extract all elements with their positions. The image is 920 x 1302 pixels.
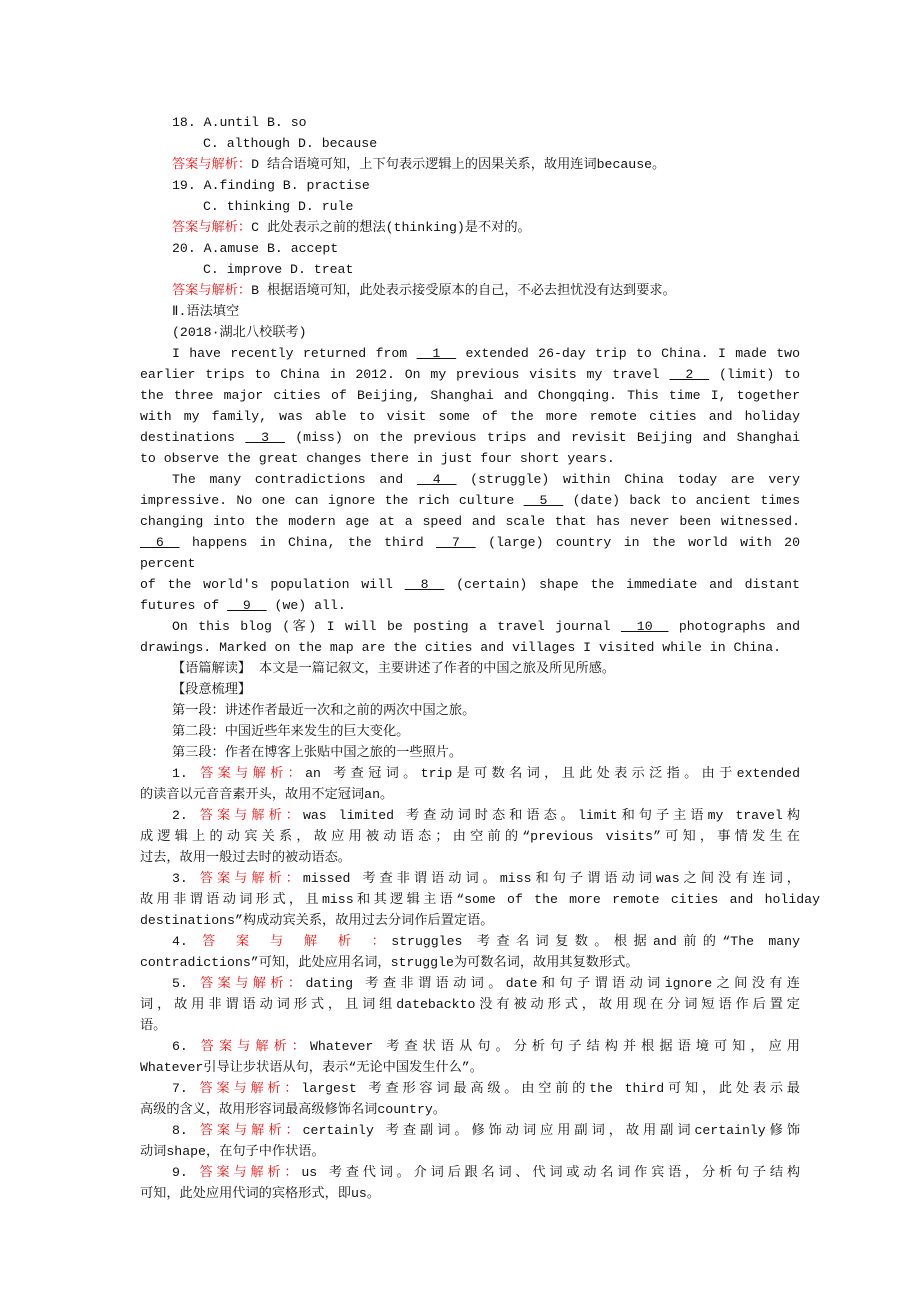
text-segment: C. thinking D. rule [203, 199, 354, 214]
text-segment: 过去，故用一般过去时的被动语态。 [140, 850, 351, 865]
text-segment: certainly 考查副词。修饰动词应用副词，故用副词certainly修饰 [302, 1123, 801, 1138]
text-segment: (large) country in the world with 20 percent [140, 535, 800, 571]
fill-blank: 6 [140, 535, 180, 550]
text-line [140, 574, 800, 595]
text-line [140, 679, 800, 700]
text-line [140, 784, 800, 805]
text-segment: C. although D. because [203, 136, 378, 151]
text-line [140, 1036, 800, 1057]
answer-label: 答案与解析： [200, 976, 306, 991]
text-line [140, 490, 800, 511]
text-line [140, 364, 800, 385]
text-line [140, 1057, 800, 1078]
text-line [140, 406, 800, 427]
fill-blank: 4 [416, 472, 457, 487]
fill-blank: 2 [669, 367, 710, 382]
text-segment: C. improve D. treat [203, 262, 354, 277]
text-line [140, 1078, 800, 1099]
answer-label: 答案与解析： [199, 808, 303, 823]
text-line [140, 1015, 800, 1036]
text-segment: (2018·湖北八校联考) [172, 325, 307, 340]
text-segment: B 根据语境可知，此处表示接受原本的自己，不必去担忧没有达到要求。 [251, 283, 676, 298]
text-line [172, 238, 800, 259]
text-segment: 成逻辑上的动宾关系，故应用被动语态；由空前的“previous visits”可知，事情发生在 [140, 829, 800, 844]
text-line [140, 469, 800, 490]
text-segment: 故用非谓语动词形式，且miss和其逻辑主语“some of the more remote cities and holiday [140, 892, 820, 907]
text-line [140, 1141, 800, 1162]
text-segment: 6. [172, 1039, 201, 1054]
text-segment: (miss) on the previous trips and revisit Beijing and Shanghai [284, 430, 800, 445]
fill-blank: 7 [436, 535, 476, 550]
text-segment: 9. [172, 1165, 200, 1180]
text-segment: earlier trips to China in 2012. On my previous visits my travel [140, 367, 670, 382]
text-segment: destinations [140, 430, 246, 445]
answer-label: 答案与解析： [172, 283, 252, 298]
answer-label: 答案与解析： [172, 220, 252, 235]
text-line [140, 385, 800, 406]
text-line [172, 154, 800, 175]
text-segment: contradictions”可知，此处应用名词，struggle为可数名词，故用其复数形式。 [140, 955, 639, 970]
text-line [140, 826, 800, 847]
text-segment: 第二段：中国近些年来发生的巨大变化。 [172, 724, 410, 739]
fill-blank: 3 [245, 430, 285, 445]
text-line [140, 1162, 800, 1183]
text-segment: C 此处表示之前的想法(thinking)是不对的。 [251, 220, 531, 235]
text-segment: (struggle) within China today are very [456, 472, 801, 487]
fill-blank: 5 [523, 493, 564, 508]
text-segment: impressive. No one can ignore the rich culture [140, 493, 524, 508]
text-segment: to observe the great changes there in just four short years. [140, 451, 615, 466]
text-segment: 4. [172, 934, 203, 949]
text-segment: 5. [172, 976, 201, 991]
text-line [140, 910, 800, 931]
text-segment: Whatever引导让步状语从句，表示“无论中国发生什么”。 [140, 1060, 483, 1075]
text-line [140, 847, 800, 868]
text-segment: with my family, was able to visit some of the more remote cities and holiday [140, 409, 800, 424]
fill-blank: 10 [620, 619, 669, 634]
text-segment: (certain) shape the immediate and distant [444, 577, 800, 592]
text-line [140, 448, 800, 469]
answer-label: 答案与解析： [199, 1123, 303, 1138]
text-segment: of the world's population will [140, 577, 405, 592]
text-line [140, 511, 800, 532]
text-segment: dating 考查非谓语动词。date和句子谓语动词ignore之间没有连 [305, 976, 800, 991]
text-line [140, 868, 800, 889]
text-segment: 19. A.finding B. practise [172, 178, 370, 193]
text-line [203, 133, 800, 154]
text-line [140, 994, 800, 1015]
text-segment: was limited 考查动词时态和语态。limit和句子主语my travel构 [302, 808, 801, 823]
text-line [203, 259, 800, 280]
text-segment: 【段意梳理】 [172, 682, 252, 697]
text-segment: 20. A.amuse B. accept [172, 241, 339, 256]
text-segment: changing into the modern age at a speed and scale that has never been witnessed. [140, 514, 800, 529]
text-line [140, 1183, 800, 1204]
text-segment: 3. [172, 871, 200, 886]
text-segment: extended 26-day trip to China. I made two [456, 346, 800, 361]
text-line [140, 805, 800, 826]
text-line [140, 763, 800, 784]
text-segment: (date) back to ancient times [563, 493, 800, 508]
text-segment: 第一段：讲述作者最近一次和之前的两次中国之旅。 [172, 703, 476, 718]
answer-label: 答案与解析： [199, 871, 303, 886]
text-line [140, 1099, 800, 1120]
text-line [140, 595, 800, 616]
text-line [140, 931, 800, 952]
text-segment: 的读音以元音音素开头，故用不定冠词an。 [140, 787, 394, 802]
answer-label: 答案与解析： [199, 1165, 302, 1180]
text-line [140, 973, 800, 994]
text-line [140, 1120, 800, 1141]
text-line [140, 889, 820, 910]
text-segment: (limit) to [709, 367, 801, 382]
text-line [172, 322, 800, 343]
text-segment: us 考查代词。介词后跟名词、代词或动名词作宾语，分析句子结构 [301, 1165, 801, 1180]
text-line [172, 217, 800, 238]
text-segment: 第三段：作者在博客上张贴中国之旅的一些照片。 [172, 745, 463, 760]
text-segment: 可知，此处应用代词的宾格形式，即us。 [140, 1186, 381, 1201]
text-segment: struggles 考查名词复数。根据and前的“The many [391, 934, 800, 949]
text-segment: (we) all. [266, 598, 346, 613]
text-line [172, 301, 800, 322]
answer-label: 答 案 与 解 析 ： [202, 934, 392, 949]
text-segment: The many contradictions and [172, 472, 417, 487]
text-segment: 7. [172, 1081, 200, 1096]
text-line [140, 427, 800, 448]
text-segment: happens in China, the third [179, 535, 437, 550]
text-segment: futures of [140, 598, 228, 613]
text-line [172, 742, 800, 763]
fill-blank: 9 [227, 598, 267, 613]
text-line [140, 658, 800, 679]
text-segment: 1. [172, 766, 201, 781]
text-line [172, 175, 800, 196]
text-segment: Whatever 考查状语从句。分析句子结构并根据语境可知，应用 [310, 1039, 800, 1054]
text-segment: D 结合语境可知，上下句表示逻辑上的因果关系，故用连词because。 [251, 157, 666, 172]
fill-blank: 8 [404, 577, 445, 592]
text-segment: 【语篇解读】 本文是一篇记叙文，主要讲述了作者的中国之旅及所见所感。 [172, 661, 616, 676]
text-segment: 8. [172, 1123, 200, 1138]
text-segment: 词，故用非谓语动词形式，且词组datebackto没有被动形式，故用现在分词短语作后置定 [140, 997, 800, 1012]
text-segment: On this blog (客) I will be posting a travel journal [172, 619, 621, 634]
text-segment: I have recently returned from [172, 346, 417, 361]
text-line [140, 343, 800, 364]
answer-label: 答案与解析： [200, 1039, 311, 1054]
text-line [140, 532, 800, 574]
answer-label: 答案与解析： [200, 766, 306, 781]
text-segment: 动词shape，在句子中作状语。 [140, 1144, 325, 1159]
text-segment: drawings. Marked on the map are the cities and villages I visited while in China. [140, 640, 782, 655]
text-line [172, 721, 800, 742]
text-segment: 2. [172, 808, 200, 823]
text-line [140, 952, 800, 973]
text-segment: destinations”构成动宾关系，故用过去分词作后置定语。 [140, 913, 494, 928]
text-line [203, 196, 800, 217]
text-segment: an 考查冠词。trip是可数名词，且此处表示泛指。由于extended [305, 766, 800, 781]
text-line [172, 112, 800, 133]
text-segment: Ⅱ.语法填空 [172, 304, 240, 319]
text-segment: missed 考查非谓语动词。miss和句子谓语动词was之间没有连词， [302, 871, 800, 886]
text-segment: 18. A.until B. so [172, 115, 307, 130]
text-line [172, 280, 800, 301]
text-segment: 高级的含义，故用形容词最高级修饰名词country。 [140, 1102, 446, 1117]
fill-blank: 1 [416, 346, 457, 361]
text-line [140, 637, 800, 658]
text-line [140, 616, 800, 637]
text-segment: the three major cities of Beijing, Shanghai and Chongqing. This time I, together [140, 388, 800, 403]
text-segment: largest 考查形容词最高级。由空前的the third可知，此处表示最 [301, 1081, 800, 1096]
text-segment: 语。 [140, 1018, 167, 1033]
text-line [172, 700, 800, 721]
answer-label: 答案与解析： [199, 1081, 302, 1096]
answer-label: 答案与解析： [172, 157, 252, 172]
text-segment: photographs and [668, 619, 801, 634]
